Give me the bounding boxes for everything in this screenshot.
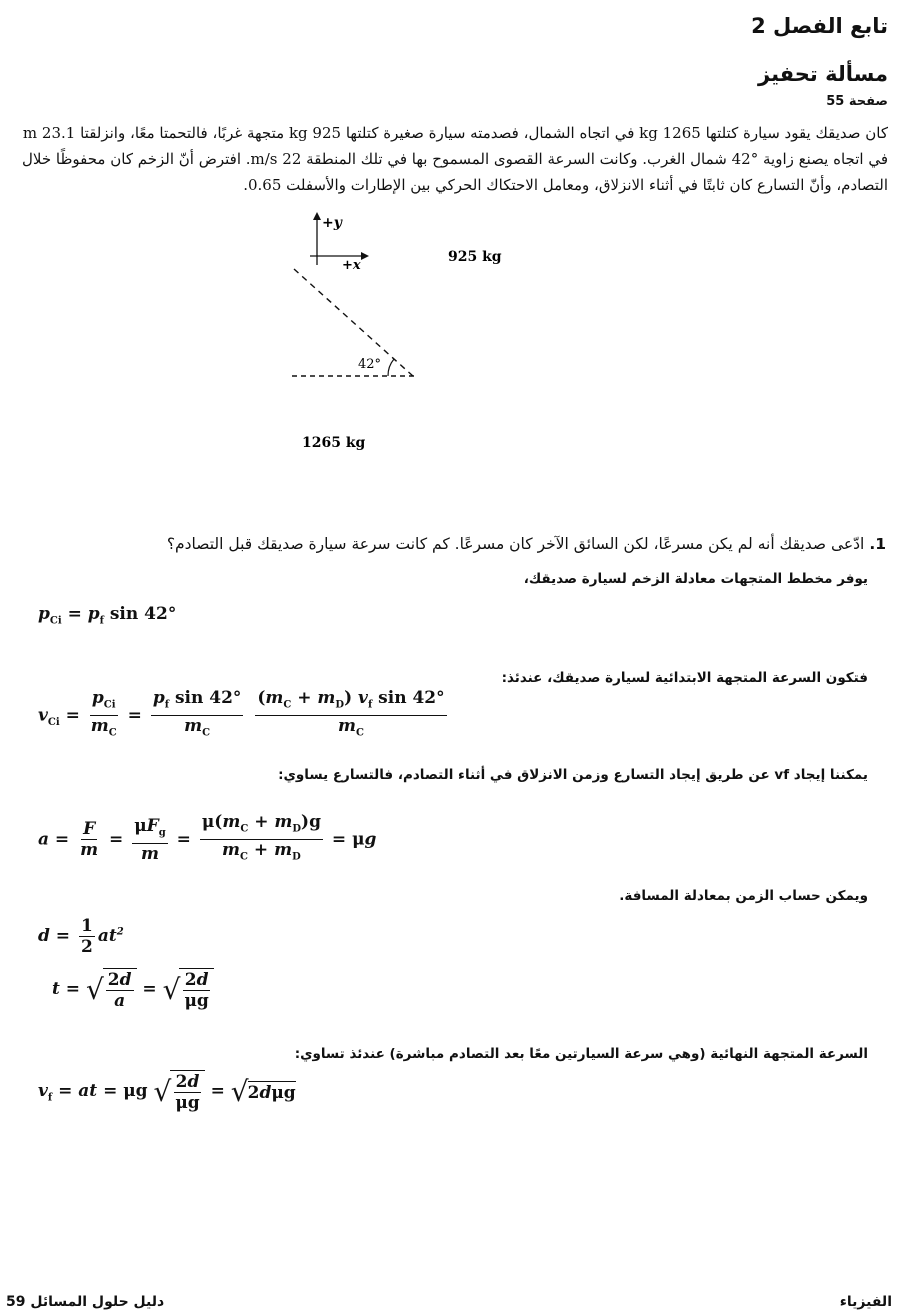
x-axis-label: +x [342,258,361,273]
mass-small-car-label: 925 kg [448,249,502,265]
footer-page-number: دليل حلول المسائل 59 [6,1294,165,1310]
chapter-heading: تابع الفصل 2 [751,14,888,38]
equation-final-velocity: $v_f$ = at = μg √ $\frac{2d}{\mu g}$ = √ 2dμg [38,1072,296,1113]
question-number: 1. [869,535,886,553]
page-reference: صفحة 55 [826,94,888,109]
hint-acceleration: يمكننا إيجاد vf عن طريق إيجاد التسارع وزمن الانزلاق في أثناء التصادم، فالتسارع يساوي: [278,767,868,783]
y-axis-label: +y [322,215,342,231]
equation-time: t = √ $\frac{2d}{a}$ = √ $\frac{2d}{\mu g}$ [52,968,214,1011]
collision-vector-diagram [280,205,540,465]
equation-momentum: $p_{Ci} = p_f$ sin 42° [38,604,177,627]
equation-initial-velocity: $v_{Ci}$ = $\frac{p_{Ci}}{m_C}$ = $\frac{p_f \sin 42^\circ}{m_C}$ $\frac{(m_C + m_D) v_f \sin 42^\circ}{m_C}$ [38,688,445,739]
angle-label: 42° [358,357,382,372]
problem-statement: كان صديقك يقود سيارة كتلتها 1265 kg في اتجاه الشمال، فصدمته سيارة صغيرة كتلتها 925 kg متجهة غربًا، فالتحمتا معًا، وانزلقتا 23.1 m في اتجاه يصنع زاوية °42 شمال الغرب. وكانت السرعة القصوى المسموح بها في تلك المنطقة 22 m/s. افترض أنّ الزخم كان محفوظًا خلال التصادم، وأنّ التسارع كان ثابتًا في أثناء الانزلاق، ومعامل الاحتكاك الحركي بين الإطارات والأسفلت 0.65. [22,124,888,194]
angle-arc [388,359,394,376]
x-axis-arrowhead [361,252,369,260]
equation-acceleration: a = $\frac{F}{m}$ = $\frac{\mu F_g}{m}$ = $\frac{\mu(m_C + m_D)g}{m_C + m_D}$ = μg [38,812,377,865]
hint-time: ويمكن حساب الزمن بمعادلة المسافة. [619,888,868,904]
resultant-dashed-line [294,269,414,377]
footer-subject: الفيزياء [839,1294,892,1310]
hint-final-velocity: السرعة المتجهة النهائية (وهي سرعة السيارتين معًا بعد التصادم مباشرة) عندئذ تساوي: [294,1046,868,1062]
problem-title: مسألة تحفيز [758,62,888,86]
equation-distance: d = $\frac{1}{2}$ $at^2$ [38,916,124,957]
hint-initial-velocity: فتكون السرعة المتجهة الابتدائية لسيارة صديقك، عندئذ: [501,670,868,686]
hint-momentum: يوفر مخطط المتجهات معادلة الزخم لسيارة صديقك، [523,571,868,587]
mass-large-car-label: 1265 kg [302,435,366,451]
question-1 [90,535,886,553]
question-text: ادّعى صديقك أنه لم يكن مسرعًا، لكن السائق الآخر كان مسرعًا. كم كانت سرعة سيارة صديقك قبل التصادم؟ [166,535,865,553]
y-axis-arrowhead [313,212,321,220]
